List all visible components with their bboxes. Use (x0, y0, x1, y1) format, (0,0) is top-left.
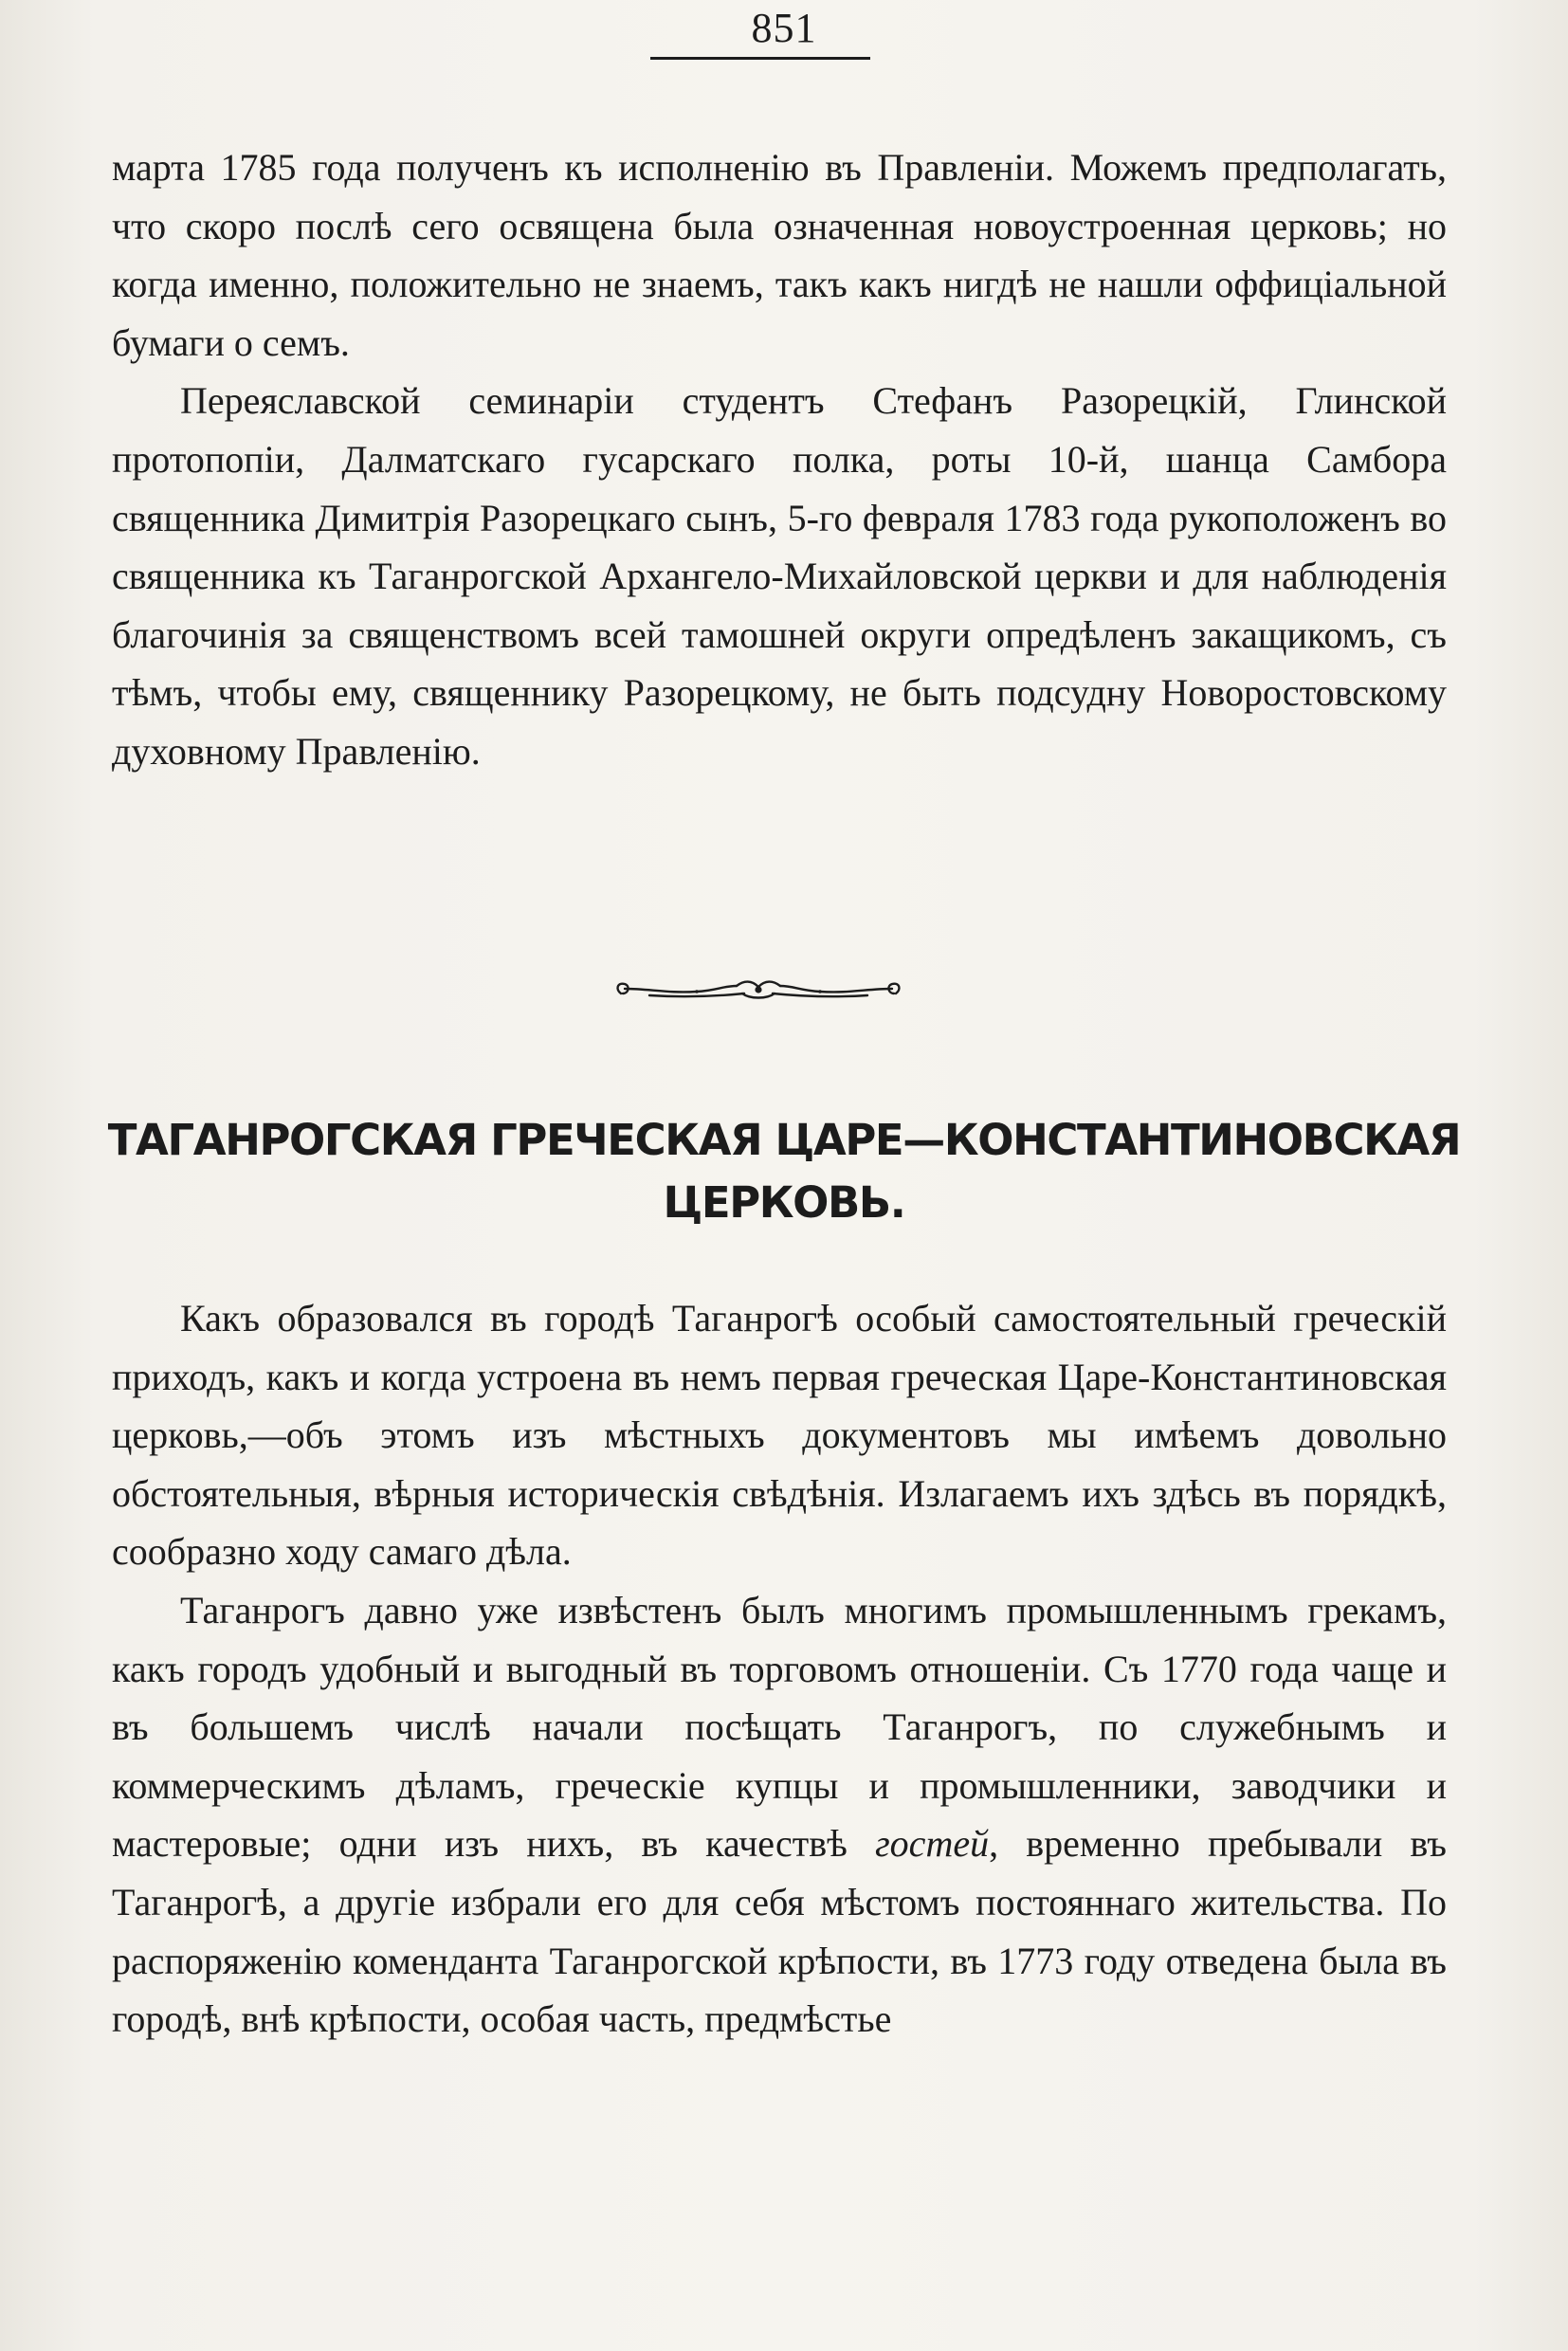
section-1-text (112, 138, 1447, 781)
section-heading-line-2: ЦЕРКОВЬ. (663, 1177, 905, 1228)
page-number-underline (650, 57, 870, 60)
text-run: Таганрогъ давно уже извѣстенъ былъ многимъ промышленнымъ грекамъ, какъ городъ удобный и выгодный въ торговомъ отношеніи. Съ 1770 года чаще и въ большемъ числѣ начали посѣщать Таганрогъ, по служебнымъ и коммерческимъ дѣламъ, греческіе купцы и промышленники, заводчики и мастеровые; одни изъ нихъ, въ качествѣ (112, 1588, 1447, 1866)
decorative-divider-icon (611, 973, 905, 1005)
text-run: , временно пребывали въ Таганрогѣ, а другіе избрали его для себя мѣстомъ постояннаго жительства. По распоряженію коменданта Таганрогской крѣпости, въ 1773 году отведена была въ городѣ, внѣ крѣпости, особая часть, предмѣстье (112, 1822, 1447, 2041)
section-heading-line-1: ТАГАНРОГСКАЯ ГРЕЧЕСКАЯ ЦАРЕ—КОНСТАНТИНОВСКАЯ (107, 1115, 1461, 1165)
paragraph-greek-parish: Какъ образовался въ городѣ Таганрогѣ особый самостоятельный греческій приходъ, какъ и когда устроена въ немъ первая греческая Царе-Константиновская церковь,—объ этомъ изъ мѣстныхъ документовъ мы имѣемъ довольно обстоятельныя, вѣрныя историческія свѣдѣнія. Излагаемъ ихъ здѣсь въ порядкѣ, сообразно ходу самаго дѣла. (112, 1297, 1447, 1574)
paragraph-greek-merchants (112, 1581, 1447, 2049)
paragraph-razoretsky: Переяславской семинаріи студентъ Стефанъ Разорецкій, Глинской протопопіи, Далматскаго гусарскаго полка, роты 10-й, шанца Самбора священника Димитрія Разорецкаго сынъ, 5-го февраля 1783 года рукоположенъ во священника къ Таганрогской Архангело-Михайловской церкви и для наблюденія благочинія за священствомъ всей тамошней округи опредѣленъ закащикомъ, съ тѣмъ, чтобы ему, священнику Разорецкому, не быть подсудну Новоростовскому духовному Правленію. (112, 379, 1447, 773)
section-heading (95, 1109, 1473, 1234)
italic-word: гостей (875, 1822, 990, 1866)
section-2-text (112, 1289, 1447, 2049)
page-number: 851 (751, 5, 817, 51)
paragraph-continued: марта 1785 года полученъ къ исполненію въ Правленіи. Можемъ предполагать, что скоро послѣ сего освящена была означенная новоустроенная церковь; но когда именно, положительно не знаемъ, такъ какъ нигдѣ не нашли оффиціальной бумаги о семъ. (112, 146, 1447, 364)
